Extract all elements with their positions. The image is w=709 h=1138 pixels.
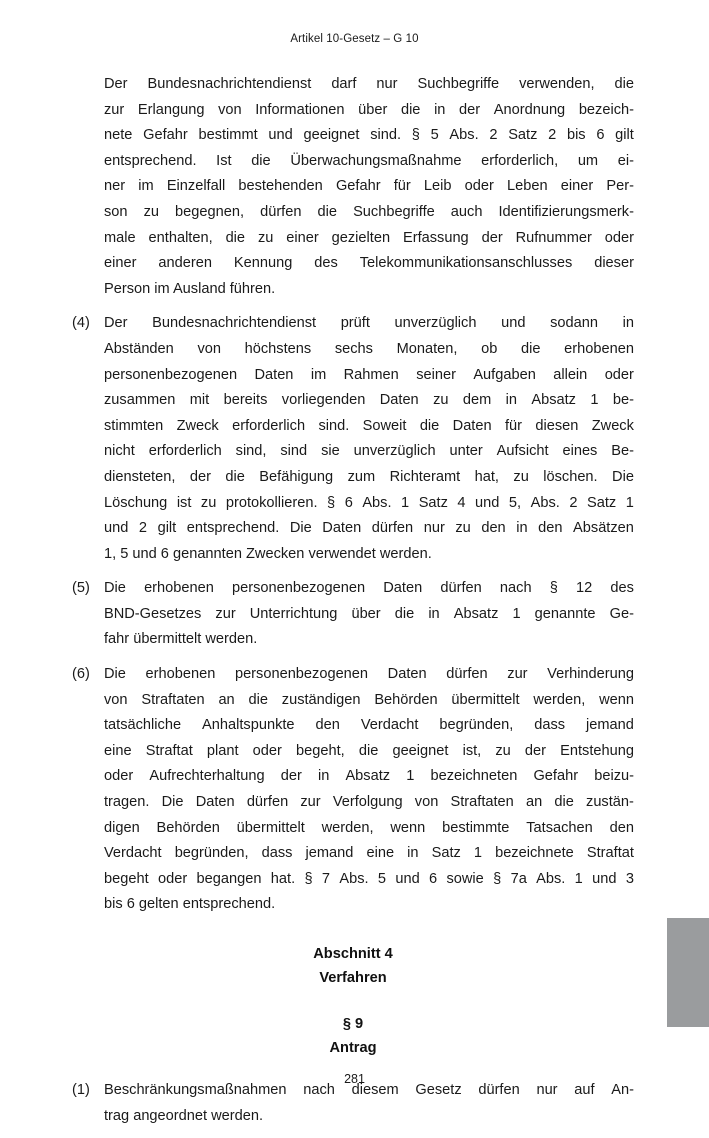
text-line: entsprechend. Ist die Überwachungsmaßnahme erforderlich, um ei- xyxy=(104,152,634,169)
text-line: Der Bundesnachrichtendienst darf nur Suchbegriffe verwenden, die xyxy=(104,76,634,92)
text-line: 1, 5 und 6 genannten Zwecken verwendet werden. xyxy=(104,545,432,562)
text-line: nicht erforderlich sind, sind sie unverzüglich unter Aufsicht eines Be- xyxy=(104,443,634,460)
text-line: zusammen mit bereits vorliegenden Daten zu dem in Absatz 1 be- xyxy=(104,392,634,409)
text-line: Die erhobenen personenbezogenen Daten dürfen zur Verhinderung xyxy=(104,666,634,683)
text-line: nete Gefahr bestimmt und geeignet sind. § 5 Abs. 2 Satz 2 bis 6 gilt xyxy=(104,127,634,144)
text-line: Die erhobenen personenbezogenen Daten dürfen nach § 12 des xyxy=(104,580,634,597)
text-line: von Straftaten an die zuständigen Behörden übermittelt werden, wenn xyxy=(104,691,634,708)
text-line: oder Aufrechterhaltung der in Absatz 1 bezeichneten Gefahr beizu- xyxy=(104,768,634,785)
text-line: Der Bundesnachrichtendienst prüft unverzüglich und sodann in xyxy=(104,315,634,332)
text-column xyxy=(72,72,634,1138)
text-line: Verdacht begründen, dass jemand eine in Satz 1 bezeichnete Straftat xyxy=(104,845,634,862)
text-line: Löschung ist zu protokollieren. § 6 Abs. 1 Satz 4 und 5, Abs. 2 Satz 1 xyxy=(104,494,634,511)
text-line: Abständen von höchstens sechs Monaten, ob die erhobenen xyxy=(104,340,634,357)
paragraph-title: Antrag xyxy=(329,1040,377,1056)
text-line: zur Erlangung von Informationen über die in der Anordnung bezeich- xyxy=(104,101,634,118)
section-heading-group xyxy=(72,942,634,990)
text-line: einer anderen Kennung des Telekommunikationsanschlusses dieser xyxy=(104,255,634,272)
text-line: Beschränkungsmaßnahmen nach diesem Gesetz dürfen nur auf An- xyxy=(104,1082,634,1098)
paragraph xyxy=(72,662,634,918)
paragraph-marker: (4) xyxy=(72,315,90,332)
paragraph xyxy=(72,576,634,653)
paragraph xyxy=(72,72,634,302)
thumb-index-tab xyxy=(667,918,709,1027)
section-title: Verfahren xyxy=(319,970,387,986)
text-line: trag angeordnet werden. xyxy=(104,1107,264,1124)
text-line: ner im Einzelfall bestehenden Gefahr für Leib oder Leben einer Per- xyxy=(104,178,634,195)
paragraph-marker: (6) xyxy=(72,666,90,683)
section-label: Abschnitt 4 xyxy=(313,946,393,962)
text-line: BND-Gesetzes zur Unterrichtung über die in Absatz 1 genannte Ge- xyxy=(104,605,634,622)
text-line: personenbezogenen Daten im Rahmen seiner Aufgaben allein oder xyxy=(104,366,634,383)
text-line: stimmten Zweck erforderlich sind. Soweit die Daten für diesen Zweck xyxy=(104,417,634,434)
paragraph-marker: (5) xyxy=(72,580,90,597)
text-line: digen Behörden übermittelt werden, wenn bestimmte Tatsachen den xyxy=(104,819,634,836)
text-line: tragen. Die Daten dürfen zur Verfolgung von Straftaten an die zustän- xyxy=(104,794,634,811)
paragraph-marker: (1) xyxy=(72,1082,90,1098)
text-line: son zu begegnen, dürfen die Suchbegriffe auch Identifizierungsmerk- xyxy=(104,203,634,220)
paragraph-label: § 9 xyxy=(342,1016,364,1032)
page-number: 281 xyxy=(344,1072,365,1086)
text-line: und 2 gilt entsprechend. Die Daten dürfen nur zu den in den Absätzen xyxy=(104,520,634,537)
text-line: eine Straftat plant oder begeht, die geeignet ist, zu der Entstehung xyxy=(104,742,634,759)
text-line: bis 6 gelten entsprechend. xyxy=(104,896,276,913)
paragraph-list xyxy=(72,72,634,918)
text-line: tatsächliche Anhaltspunkte den Verdacht begründen, dass jemand xyxy=(104,717,634,734)
running-head: Artikel 10-Gesetz – G 10 xyxy=(290,33,419,45)
text-line: fahr übermittelt werden. xyxy=(104,631,258,648)
paragraph xyxy=(72,311,634,567)
text-line: begeht oder begangen hat. § 7 Abs. 5 und 6 sowie § 7a Abs. 1 und 3 xyxy=(104,870,634,887)
text-line: male enthalten, die zu einer gezielten Erfassung der Rufnummer oder xyxy=(104,229,634,246)
paragraph-heading-group xyxy=(72,1012,634,1060)
text-line: diensteten, der die Befähigung zum Richteramt hat, zu löschen. Die xyxy=(104,468,634,485)
text-line: Person im Ausland führen. xyxy=(104,280,276,297)
